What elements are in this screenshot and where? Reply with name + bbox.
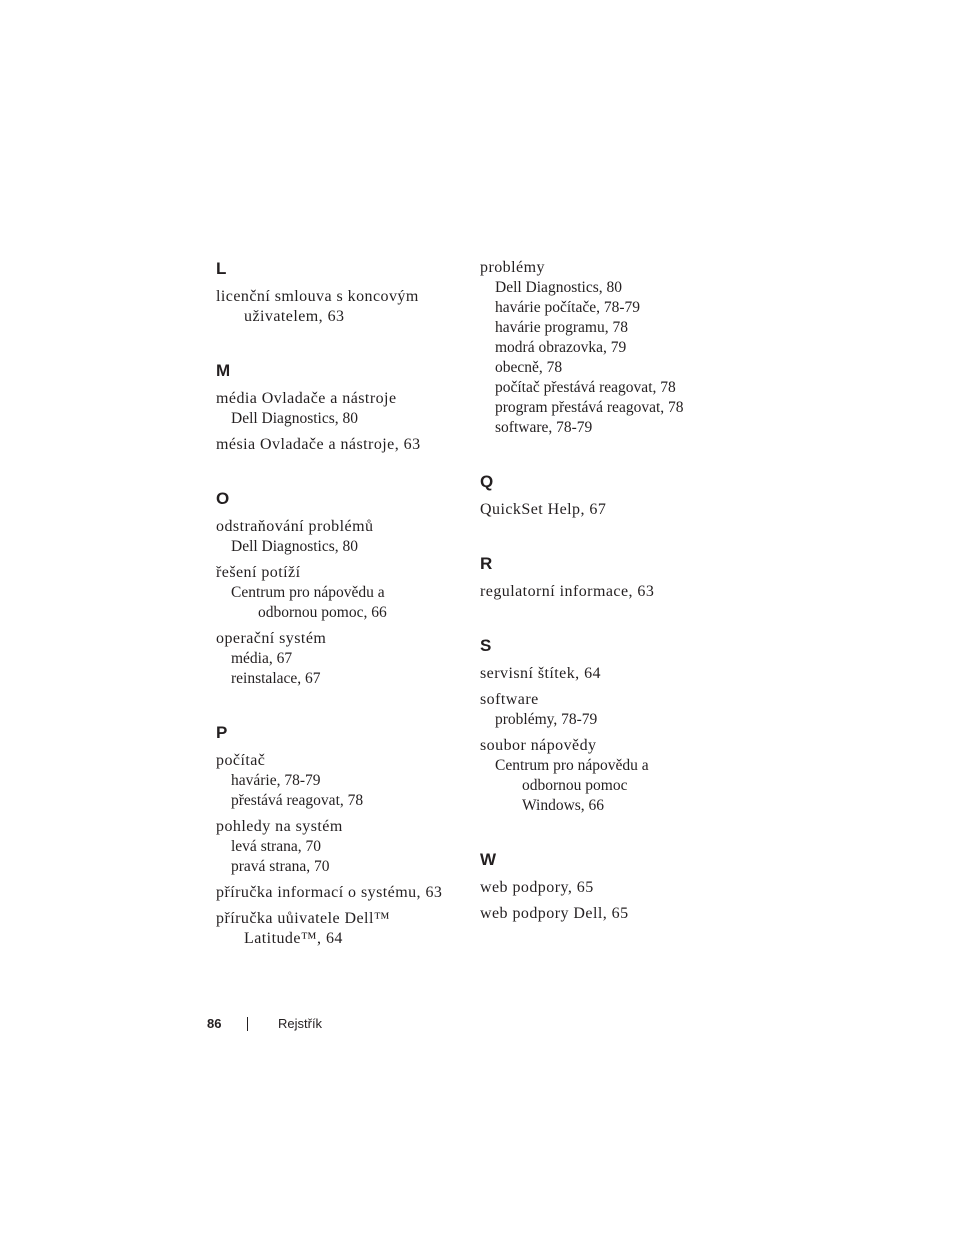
index-section: [480, 849, 730, 924]
index-entry: [480, 664, 730, 684]
index-subentry: [216, 771, 466, 791]
index-subentry-line: Dell Diagnostics, 80: [231, 538, 358, 555]
section-letter: S: [480, 636, 492, 655]
index-section: [480, 635, 730, 816]
index-term: [216, 883, 466, 903]
index-term: [216, 817, 466, 837]
index-subentry: [216, 837, 466, 857]
index-entry: [480, 904, 730, 924]
section-letter: O: [216, 489, 230, 508]
index-term-line: uživatelem, 63: [244, 308, 345, 325]
index-term: [480, 500, 730, 520]
index-term-line: web podpory, 65: [480, 879, 594, 896]
section-letter: R: [480, 554, 493, 573]
index-entry: [480, 500, 730, 520]
index-section: [216, 722, 466, 949]
index-subentry-line: problémy, 78-79: [495, 711, 598, 728]
index-term: [480, 878, 730, 898]
index-subentry-line: obecně, 78: [495, 359, 563, 376]
index-term-line: pohledy na systém: [216, 818, 343, 835]
index-term-line: regulatorní informace, 63: [480, 583, 655, 600]
index-term-line: servisní štítek, 64: [480, 665, 601, 682]
index-section: [216, 360, 466, 455]
index-term-line: média Ovladače a nástroje: [216, 390, 397, 407]
index-entry: [216, 563, 466, 623]
index-subentry: [480, 710, 730, 730]
index-subentry: [216, 583, 466, 623]
index-term: [216, 629, 466, 649]
section-letter: Q: [480, 472, 494, 491]
index-term: [216, 909, 466, 949]
section-letter: M: [216, 361, 231, 380]
index-entry: [480, 690, 730, 730]
index-section: [480, 471, 730, 520]
index-entry: [216, 629, 466, 689]
index-subentry-line: havárie počítače, 78-79: [495, 299, 641, 316]
index-subentry: [480, 378, 730, 398]
index-term: [480, 736, 730, 756]
section-letter: W: [480, 850, 497, 869]
index-subentry: [480, 398, 730, 418]
index-section: [216, 488, 466, 689]
index-term: [480, 664, 730, 684]
index-term-line: operační systém: [216, 630, 327, 647]
index-term: [216, 435, 466, 455]
index-term-line: řešení potíží: [216, 564, 301, 581]
index-subentry-line: přestává reagovat, 78: [231, 792, 364, 809]
index-entry: [480, 258, 730, 438]
index-section: [480, 553, 730, 602]
index-subentry: [480, 418, 730, 438]
index-subentry-line: modrá obrazovka, 79: [495, 339, 627, 356]
footer-divider: [247, 1017, 248, 1031]
index-term-line: odstraňování problémů: [216, 518, 374, 535]
index-entry: [216, 517, 466, 557]
index-subentry-line: havárie, 78-79: [231, 772, 321, 789]
index-column-right: [480, 258, 730, 957]
index-term-line: problémy: [480, 259, 545, 276]
index-term: [480, 690, 730, 710]
index-subentry: [480, 298, 730, 318]
index-section: [216, 258, 466, 327]
index-term-line: soubor nápovědy: [480, 737, 597, 754]
index-term-line: příručka informací o systému, 63: [216, 884, 443, 901]
footer-title: Rejstřík: [278, 1016, 323, 1031]
index-term: [216, 751, 466, 771]
index-subentry-line: Centrum pro nápovědu a: [231, 584, 385, 601]
index-subentry: [216, 857, 466, 877]
index-term: [216, 563, 466, 583]
index-subentry-line: počítač přestává reagovat, 78: [495, 379, 676, 396]
index-subentry-line: software, 78-79: [495, 419, 593, 436]
index-entry: [216, 909, 466, 949]
index-subentry-line: odbornou pomoc, 66: [258, 604, 387, 621]
index-term: [216, 389, 466, 409]
section-letter: P: [216, 723, 228, 742]
index-subentry-line: pravá strana, 70: [231, 858, 330, 875]
index-subentry: [480, 358, 730, 378]
index-subentry: [216, 791, 466, 811]
index-subentry: [216, 409, 466, 429]
index-term-line: mésia Ovladače a nástroje, 63: [216, 436, 421, 453]
index-term: [216, 287, 466, 327]
index-section: [480, 258, 730, 438]
index-subentry: [480, 278, 730, 298]
index-term-line: QuickSet Help, 67: [480, 501, 607, 518]
index-term-line: licenční smlouva s koncovým: [216, 288, 419, 305]
index-entry: [216, 751, 466, 811]
index-subentry-line: Centrum pro nápovědu a: [495, 757, 649, 774]
index-entry: [216, 883, 466, 903]
index-subentry-line: reinstalace, 67: [231, 670, 321, 687]
index-column-left: [216, 258, 466, 982]
index-subentry: [216, 649, 466, 669]
index-term: [480, 258, 730, 278]
index-entry: [216, 817, 466, 877]
index-subentry: [216, 669, 466, 689]
index-subentry-line: program přestává reagovat, 78: [495, 399, 684, 416]
index-term-line: web podpory Dell, 65: [480, 905, 629, 922]
page-number: 86: [207, 1016, 222, 1031]
index-term-line: software: [480, 691, 539, 708]
index-subentry-line: odbornou pomoc: [522, 777, 628, 794]
index-subentry-line: levá strana, 70: [231, 838, 321, 855]
index-subentry-line: havárie programu, 78: [495, 319, 628, 336]
index-subentry: [480, 338, 730, 358]
index-term-line: Latitude™, 64: [244, 930, 343, 947]
index-entry: [480, 582, 730, 602]
index-term: [480, 582, 730, 602]
index-subentry: [216, 537, 466, 557]
index-subentry: [480, 756, 730, 816]
index-subentry-line: Dell Diagnostics, 80: [495, 279, 622, 296]
index-subentry-line: Windows, 66: [522, 797, 605, 814]
index-entry: [216, 435, 466, 455]
index-term-line: počítač: [216, 752, 266, 769]
index-entry: [216, 389, 466, 429]
section-letter: L: [216, 259, 227, 278]
index-entry: [216, 287, 466, 327]
index-term: [216, 517, 466, 537]
index-entry: [480, 878, 730, 898]
index-term-line: příručka uůivatele Dell™: [216, 910, 390, 927]
index-subentry-line: Dell Diagnostics, 80: [231, 410, 358, 427]
index-entry: [480, 736, 730, 816]
index-term: [480, 904, 730, 924]
index-subentry-line: média, 67: [231, 650, 293, 667]
index-subentry: [480, 318, 730, 338]
